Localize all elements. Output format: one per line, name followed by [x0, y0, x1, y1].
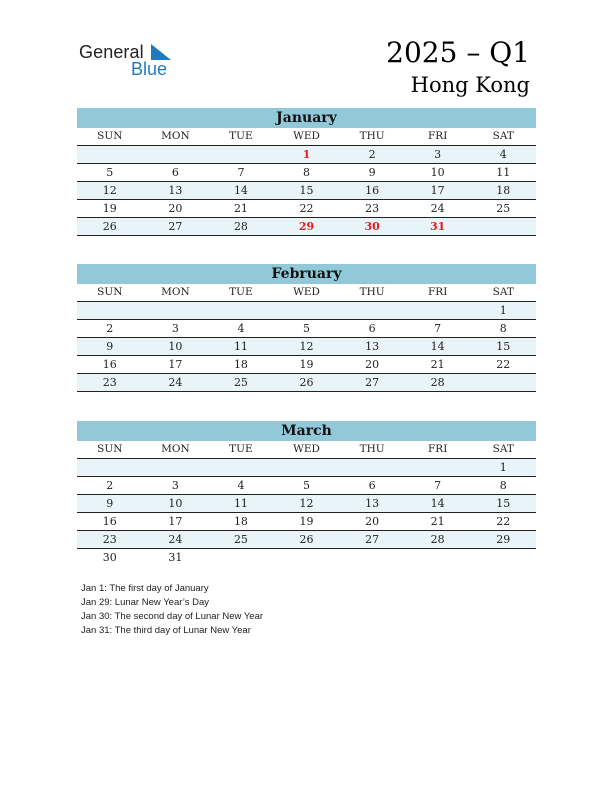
day-cell: 21: [430, 515, 445, 528]
day-cell: [208, 459, 274, 476]
day-cell: 16: [102, 515, 117, 528]
day-cell: 20: [365, 358, 380, 371]
day-cell: 10: [430, 166, 445, 179]
day-cell: 7: [237, 166, 245, 179]
week-row: [77, 477, 536, 495]
day-cell: 18: [233, 358, 248, 371]
day-cell: [405, 459, 471, 476]
day-cell: 10: [168, 340, 183, 353]
day-cell: [405, 549, 471, 566]
day-cell: 25: [233, 533, 248, 546]
day-cell: 21: [430, 358, 445, 371]
day-cell: 28: [233, 220, 248, 233]
day-cell: 4: [499, 148, 507, 161]
weekday-label: SAT: [492, 130, 514, 142]
day-cell: 14: [430, 497, 445, 510]
day-cell: 3: [171, 479, 179, 492]
day-cell: 26: [102, 220, 117, 233]
weekday-header-row: [77, 128, 536, 146]
week-row: [77, 338, 536, 356]
holiday-date: 31: [430, 220, 446, 233]
day-cell: [274, 549, 340, 566]
day-cell: 27: [168, 220, 183, 233]
day-cell: 24: [430, 202, 445, 215]
day-cell: [143, 146, 209, 163]
weekday-label: WED: [293, 286, 320, 298]
weekday-label: THU: [359, 286, 385, 298]
day-cell: 6: [368, 322, 376, 335]
day-cell: [208, 549, 274, 566]
holiday-date: 30: [364, 220, 380, 233]
logo-triangle-icon: [149, 44, 171, 60]
holiday-date: 1: [302, 148, 311, 161]
weekday-label: FRI: [428, 130, 448, 142]
day-cell: 22: [496, 358, 511, 371]
day-cell: [339, 302, 405, 319]
day-cell: 17: [168, 515, 183, 528]
month-title: January: [77, 108, 536, 128]
day-cell: 11: [233, 340, 248, 353]
day-cell: 28: [430, 376, 445, 389]
day-cell: [339, 549, 405, 566]
month-calendar: [77, 108, 536, 236]
day-cell: 15: [496, 497, 511, 510]
weekday-label: TUE: [229, 286, 253, 298]
day-cell: 8: [499, 479, 507, 492]
weekday-label: SUN: [97, 286, 123, 298]
weekday-header-row: [77, 441, 536, 459]
holiday-note: Jan 29: Lunar New Year’s Day: [81, 597, 209, 608]
day-cell: [143, 459, 209, 476]
weekday-label: SUN: [97, 130, 123, 142]
day-cell: 21: [233, 202, 248, 215]
holiday-note: Jan 1: The first day of January: [81, 583, 209, 594]
month-calendar: [77, 264, 536, 392]
day-cell: [208, 146, 274, 163]
day-cell: 2: [106, 479, 114, 492]
day-cell: 26: [299, 533, 314, 546]
day-cell: 6: [368, 479, 376, 492]
day-cell: 30: [102, 551, 117, 564]
day-cell: 18: [233, 515, 248, 528]
day-cell: 16: [365, 184, 380, 197]
day-cell: [470, 218, 536, 235]
day-cell: 11: [496, 166, 511, 179]
page-title: 2025 – Q1: [386, 36, 530, 69]
day-cell: 18: [496, 184, 511, 197]
weekday-label: THU: [359, 130, 385, 142]
weekday-label: WED: [293, 443, 320, 455]
day-cell: 2: [368, 148, 376, 161]
day-cell: 9: [106, 340, 114, 353]
weekday-label: TUE: [229, 443, 253, 455]
day-cell: 15: [496, 340, 511, 353]
day-cell: 8: [303, 166, 311, 179]
week-row: [77, 531, 536, 549]
day-cell: 17: [430, 184, 445, 197]
day-cell: 7: [434, 322, 442, 335]
holiday-note: Jan 31: The third day of Lunar New Year: [81, 625, 251, 636]
day-cell: 5: [303, 322, 311, 335]
week-row: [77, 218, 536, 236]
day-cell: 27: [365, 376, 380, 389]
day-cell: [274, 459, 340, 476]
weekday-label: THU: [359, 443, 385, 455]
week-row: [77, 356, 536, 374]
day-cell: 12: [299, 497, 314, 510]
logo-word-general: General: [79, 42, 144, 62]
week-row: [77, 495, 536, 513]
day-cell: 25: [233, 376, 248, 389]
day-cell: 29: [496, 533, 511, 546]
day-cell: [77, 146, 143, 163]
holiday-date: 29: [298, 220, 315, 233]
day-cell: [470, 374, 536, 391]
day-cell: 3: [171, 322, 179, 335]
day-cell: 23: [102, 376, 117, 389]
week-row: [77, 459, 536, 477]
day-cell: 8: [499, 322, 507, 335]
day-cell: 1: [499, 304, 507, 317]
day-cell: 9: [368, 166, 376, 179]
day-cell: [274, 302, 340, 319]
day-cell: 20: [168, 202, 183, 215]
week-row: [77, 513, 536, 531]
month-title: February: [77, 264, 536, 284]
day-cell: 1: [499, 461, 507, 474]
day-cell: 15: [299, 184, 314, 197]
weekday-label: FRI: [428, 286, 448, 298]
day-cell: 4: [237, 479, 245, 492]
holiday-notes: [81, 582, 263, 638]
page-subtitle: Hong Kong: [410, 73, 530, 97]
day-cell: [77, 302, 143, 319]
day-cell: 14: [430, 340, 445, 353]
day-cell: 23: [365, 202, 380, 215]
day-cell: 28: [430, 533, 445, 546]
day-cell: 6: [171, 166, 179, 179]
weekday-label: SAT: [492, 443, 514, 455]
month-title: March: [77, 421, 536, 441]
week-row: [77, 146, 536, 164]
day-cell: 22: [496, 515, 511, 528]
weekday-label: WED: [293, 130, 320, 142]
week-row: [77, 200, 536, 218]
week-row: [77, 320, 536, 338]
day-cell: 13: [365, 497, 380, 510]
day-cell: 16: [102, 358, 117, 371]
day-cell: [470, 549, 536, 566]
day-cell: 13: [365, 340, 380, 353]
weekday-header-row: [77, 284, 536, 302]
day-cell: 23: [102, 533, 117, 546]
logo-word-blue: Blue: [131, 59, 168, 79]
day-cell: 17: [168, 358, 183, 371]
day-cell: 12: [299, 340, 314, 353]
day-cell: 14: [233, 184, 248, 197]
day-cell: 3: [434, 148, 442, 161]
day-cell: [143, 302, 209, 319]
day-cell: [208, 302, 274, 319]
week-row: [77, 374, 536, 392]
weekday-label: FRI: [428, 443, 448, 455]
day-cell: 31: [168, 551, 183, 564]
week-row: [77, 182, 536, 200]
day-cell: 24: [168, 533, 183, 546]
day-cell: 4: [237, 322, 245, 335]
day-cell: 2: [106, 322, 114, 335]
week-row: [77, 302, 536, 320]
day-cell: 20: [365, 515, 380, 528]
month-calendar: [77, 421, 536, 566]
day-cell: 24: [168, 376, 183, 389]
day-cell: 27: [365, 533, 380, 546]
day-cell: 11: [233, 497, 248, 510]
day-cell: [405, 302, 471, 319]
day-cell: 19: [102, 202, 117, 215]
day-cell: 5: [106, 166, 114, 179]
day-cell: 13: [168, 184, 183, 197]
day-cell: [339, 459, 405, 476]
week-row: [77, 164, 536, 182]
day-cell: 7: [434, 479, 442, 492]
day-cell: 9: [106, 497, 114, 510]
weekday-label: MON: [161, 286, 190, 298]
weekday-label: TUE: [229, 130, 253, 142]
day-cell: 12: [102, 184, 117, 197]
day-cell: 22: [299, 202, 314, 215]
weekday-label: MON: [161, 443, 190, 455]
weekday-label: MON: [161, 130, 190, 142]
day-cell: 19: [299, 515, 314, 528]
day-cell: 10: [168, 497, 183, 510]
day-cell: 5: [303, 479, 311, 492]
weekday-label: SAT: [492, 286, 514, 298]
day-cell: 26: [299, 376, 314, 389]
day-cell: [77, 459, 143, 476]
weekday-label: SUN: [97, 443, 123, 455]
week-row: [77, 549, 536, 566]
day-cell: 25: [496, 202, 511, 215]
day-cell: 19: [299, 358, 314, 371]
holiday-note: Jan 30: The second day of Lunar New Year: [81, 611, 264, 622]
